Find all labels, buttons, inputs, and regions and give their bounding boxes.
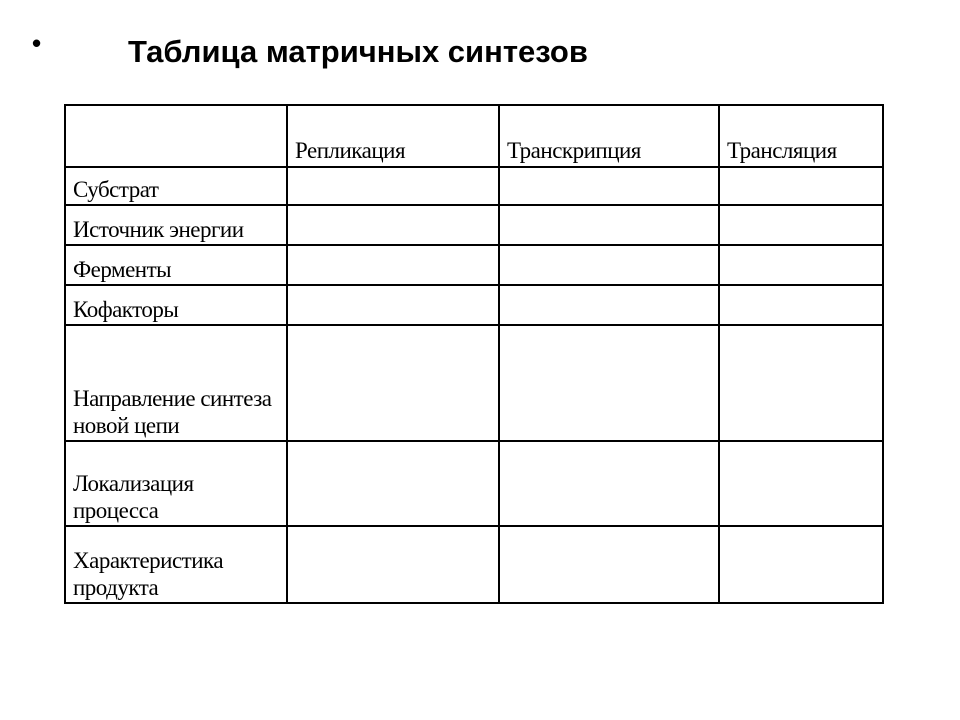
table-cell[interactable]	[499, 441, 719, 526]
table-row	[65, 526, 883, 603]
matrix-synthesis-table	[64, 104, 884, 604]
table-cell[interactable]	[287, 205, 499, 245]
row-label-cofactors: Кофакторы	[65, 285, 287, 325]
table-row	[65, 205, 883, 245]
table-cell[interactable]	[499, 205, 719, 245]
table-cell[interactable]	[719, 245, 883, 285]
table-row	[65, 285, 883, 325]
table-cell[interactable]	[287, 325, 499, 441]
table-row	[65, 325, 883, 441]
table-cell[interactable]	[287, 441, 499, 526]
table-cell[interactable]	[287, 245, 499, 285]
table-cell[interactable]	[719, 285, 883, 325]
row-label-synthesis-direction: Направление синтеза новой цепи	[65, 325, 287, 441]
row-label-process-localization: Локализация процесса	[65, 441, 287, 526]
table-cell[interactable]	[499, 325, 719, 441]
table-cell[interactable]	[719, 205, 883, 245]
table-cell[interactable]	[499, 526, 719, 603]
row-label-product-characteristics: Характеристика продукта	[65, 526, 287, 603]
row-label-enzymes: Ферменты	[65, 245, 287, 285]
table-cell[interactable]	[719, 167, 883, 205]
table-cell[interactable]	[719, 325, 883, 441]
table-row	[65, 441, 883, 526]
table-cell[interactable]	[719, 441, 883, 526]
matrix-synthesis-table-wrapper	[64, 104, 882, 606]
header-translation: Трансляция	[719, 105, 883, 167]
table-cell[interactable]	[499, 167, 719, 205]
table-row	[65, 245, 883, 285]
table-cell[interactable]	[499, 285, 719, 325]
table-row	[65, 167, 883, 205]
table-cell[interactable]	[499, 245, 719, 285]
bullet-point: •	[32, 28, 42, 58]
header-transcription: Транскрипция	[499, 105, 719, 167]
row-label-substrate: Субстрат	[65, 167, 287, 205]
table-cell[interactable]	[287, 285, 499, 325]
table-header-row	[65, 105, 883, 167]
table-cell[interactable]	[287, 167, 499, 205]
slide-title: Таблица матричных синтезов	[128, 34, 588, 69]
row-label-energy-source: Источник энергии	[65, 205, 287, 245]
header-replication: Репликация	[287, 105, 499, 167]
table-cell[interactable]	[287, 526, 499, 603]
table-cell[interactable]	[719, 526, 883, 603]
header-corner-cell	[65, 105, 287, 167]
